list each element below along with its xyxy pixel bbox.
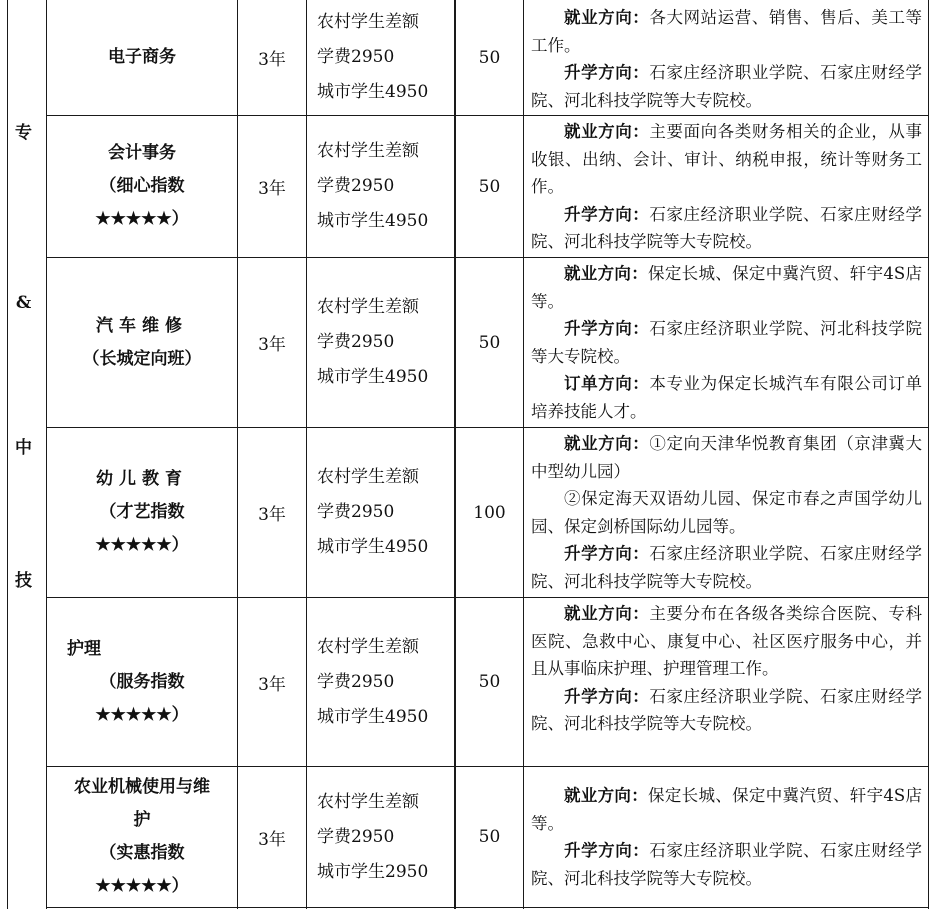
major-name-line: 汽车维修	[96, 315, 188, 336]
major-name-line: 幼儿教育	[96, 469, 188, 489]
desc-text: 主要面向各类财务相关的企业，从事收银、出纳、会计、审计、纳税申报，统计等财务工作。	[531, 122, 922, 196]
desc-text: ①定向天津华悦教育集团（京津冀大中型幼儿园）	[531, 434, 922, 481]
major-name-line: ★★★★★）	[95, 535, 189, 555]
tuition-line: 学费2950	[317, 671, 395, 692]
career-description	[524, 600, 928, 738]
desc-key: 就业方向：	[564, 604, 650, 623]
tuition-line: 学费2950	[317, 332, 395, 352]
desc-paragraph	[531, 370, 922, 425]
major-name-text: 护理	[67, 638, 101, 659]
desc-text: 保定长城、保定中冀汽贸、轩宇4S店等。	[531, 264, 922, 311]
tuition-line: 农村学生差额	[317, 12, 419, 32]
desc-key: 就业方向：	[564, 786, 649, 805]
desc-key: 就业方向：	[564, 8, 650, 27]
duration: 3年	[258, 505, 286, 525]
tuition-line: 学费2950	[317, 826, 395, 847]
desc-key: 就业方向：	[564, 122, 650, 141]
major-name-line	[67, 633, 217, 666]
tuition	[307, 116, 454, 257]
major-name-line: 电子商务	[108, 47, 176, 67]
desc-text: 石家庄经济职业学院、河北科技学院等大专院校。	[531, 319, 922, 366]
desc-text: 本专业为保定长城汽车有限公司订单培养技能人才。	[531, 374, 922, 421]
desc-text: 石家庄经济职业学院、石家庄财经学院、河北科技学院等大专院校。	[531, 544, 922, 591]
tuition-line: 学费2950	[317, 176, 395, 196]
duration: 3年	[258, 829, 286, 850]
major-name-line: （长城定向班）	[82, 348, 202, 369]
enrollment-quota: 50	[478, 672, 501, 692]
desc-paragraph	[531, 260, 922, 315]
major-name-line: ★★★★★）	[95, 704, 189, 725]
enrollment-quota: 50	[478, 332, 501, 353]
tuition-line: 城市学生2950	[317, 861, 429, 882]
enrollment-quota: 50	[478, 47, 501, 68]
desc-text: 保定长城、保定中冀汽贸、轩宇4S店等。	[531, 786, 922, 833]
category-char: 技	[15, 571, 32, 591]
major-name	[47, 0, 237, 115]
major-name-line: （服务指数	[99, 671, 185, 692]
major-name	[47, 258, 237, 427]
grid-line	[46, 907, 929, 908]
tuition-line: 城市学生4950	[317, 211, 429, 231]
desc-text: 石家庄经济职业学院、石家庄财经学院、河北科技学院等大专院校。	[531, 204, 922, 251]
desc-paragraph	[531, 683, 922, 738]
tuition-line: 城市学生4950	[317, 706, 429, 727]
tuition-line: 农村学生差额	[317, 636, 419, 657]
major-name	[47, 116, 237, 257]
tuition-line: 农村学生差额	[317, 467, 419, 487]
desc-paragraph	[531, 59, 922, 114]
desc-key: 升学方向：	[564, 204, 650, 224]
desc-paragraph	[531, 540, 922, 595]
major-name-line: （细心指数	[99, 176, 185, 196]
desc-key: 升学方向：	[564, 841, 650, 860]
major-name-line: 农业机械使用与维	[74, 777, 210, 797]
desc-key: 就业方向：	[564, 434, 650, 453]
major-name-line: （才艺指数	[99, 502, 185, 522]
desc-paragraph	[531, 837, 922, 892]
enrollment-quota: 50	[478, 827, 501, 847]
desc-key: 升学方向：	[564, 686, 650, 706]
desc-paragraph	[531, 430, 922, 485]
desc-paragraph	[531, 118, 922, 201]
major-name	[47, 428, 237, 597]
desc-paragraph	[531, 782, 922, 837]
desc-text: 主要分布在各级各类综合医院、专科医院、急救中心、康复中心、社区医疗服务中心，并且从事临床护理、护理管理工作。	[531, 604, 922, 678]
tuition	[307, 598, 454, 766]
career-description	[524, 430, 928, 595]
tuition-line: 学费2950	[317, 47, 395, 67]
category-char: 中	[15, 438, 32, 458]
desc-paragraph	[531, 4, 922, 59]
duration: 3年	[258, 335, 286, 355]
enrollment-quota: 50	[478, 176, 501, 197]
tuition-line: 城市学生4950	[317, 537, 429, 557]
tuition	[307, 0, 454, 115]
desc-text: 石家庄经济职业学院、石家庄财经学院、河北科技学院等大专院校。	[531, 63, 922, 110]
career-description	[524, 260, 928, 425]
tuition-line: 学费2950	[317, 502, 395, 522]
desc-paragraph	[531, 201, 922, 256]
category-char: &	[15, 293, 32, 313]
desc-paragraph	[531, 315, 922, 370]
desc-key: 升学方向：	[564, 544, 650, 563]
tuition	[307, 767, 454, 907]
desc-text: 石家庄经济职业学院、石家庄财经学院、河北科技学院等大专院校。	[531, 686, 922, 733]
tuition-line: 农村学生差额	[317, 791, 419, 812]
major-name-line: ★★★★★）	[95, 876, 189, 896]
major-name-line: ★★★★★）	[95, 209, 189, 229]
duration: 3年	[258, 674, 286, 695]
major-name-line: 护	[133, 810, 151, 830]
duration: 3年	[258, 179, 286, 199]
desc-text: ②保定海天双语幼儿园、保定市春之声国学幼儿园、保定剑桥国际幼儿园等。	[531, 489, 922, 536]
duration: 3年	[258, 50, 286, 70]
tuition	[307, 258, 454, 427]
tuition-line: 农村学生差额	[317, 297, 419, 317]
major-name-line: （实惠指数	[99, 843, 185, 863]
desc-text: 石家庄经济职业学院、石家庄财经学院、河北科技学院等大专院校。	[531, 841, 922, 888]
major-name	[47, 767, 237, 907]
career-description	[524, 118, 928, 256]
desc-text: 各大网站运营、销售、售后、美工等工作。	[531, 8, 922, 55]
enrollment-quota: 100	[473, 502, 506, 523]
major-name	[47, 598, 237, 766]
major-name-line: 会计事务	[108, 143, 176, 163]
tuition	[307, 428, 454, 597]
desc-key: 升学方向：	[564, 63, 650, 82]
tuition-line: 城市学生4950	[317, 82, 429, 102]
desc-key: 就业方向：	[564, 264, 649, 283]
desc-paragraph	[531, 485, 922, 540]
desc-key: 订单方向：	[564, 374, 650, 393]
tuition-line: 农村学生差额	[317, 141, 419, 161]
career-description	[524, 782, 928, 892]
category-char: 专	[15, 123, 32, 143]
desc-key: 升学方向：	[564, 319, 650, 338]
grid-line	[928, 0, 929, 909]
desc-paragraph	[531, 600, 922, 683]
career-description	[524, 4, 928, 114]
tuition-line: 城市学生4950	[317, 367, 429, 387]
